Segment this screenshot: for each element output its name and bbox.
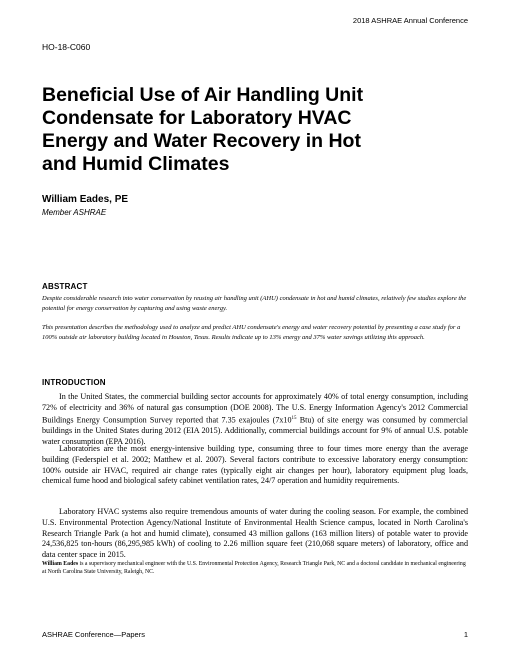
title-line: Condensate for Laboratory HVAC bbox=[42, 107, 352, 129]
intro-text: Btu) of site energy was consumed by commercial buildings in the United States during 2012 (EIA 2015). Additionally, commercial buildings account for 9% of annual U.S. potable water consumption (EPA 2016). bbox=[42, 415, 468, 446]
superscript: 15 bbox=[291, 415, 297, 421]
intro-paragraph: Laboratory HVAC systems also require tremendous amounts of water during the cooling season. For example, the combined U.S. Environmental Protection Agency/National Institute of Environmental Health Science campus, located in North Carolina's Research Triangle Park (a hot and humid climate), consumed 43 million gallons (163 million liters) of potable water to provide 24,536,825 ton-hours (86,295,985 kWh) of cooling to 2.26 million square feet (210,068 square meters) of laboratory, office and data center space in 2015. bbox=[42, 507, 468, 560]
intro-paragraph: Laboratories are the most energy-intensive building type, consuming three to four times more energy than the average building (Federspiel et al. 2002; Matthew et al. 2007). Several factors contribute to excessive laboratory energy consumption: 100% outside air HVAC, required air change rates (typically eight air changes per hour), laboratory equipment plug loads, chemical fume hood and biological safety cabinet ventilation rates, 24/7 operation and humidity requirements. bbox=[42, 444, 468, 486]
intro-text: In the United States, the commercial building sector accounts for approximately 40% of total energy consumption, including 72% of electricity and 36% of natural gas consumption (DOE 2008). The U.S. Energy Information Agency's 2012 Commercial Buildings Energy Consumption Survey reported that 7.35 exajoules (7x10 bbox=[42, 392, 468, 425]
title-line: and Humid Climates bbox=[42, 153, 230, 175]
abstract-paragraph: Despite considerable research into water conservation by reusing air handling unit (AHU) condensate in hot and humid climates, relatively few studies explore the potential for energy conservation by capturing and using waste energy. bbox=[42, 295, 467, 312]
footer-publication: ASHRAE Conference—Papers bbox=[42, 630, 145, 639]
conference-header: 2018 ASHRAE Annual Conference bbox=[352, 16, 468, 25]
abstract-heading: ABSTRACT bbox=[42, 282, 88, 291]
intro-paragraph bbox=[42, 392, 468, 448]
footnote-text: is a supervisory mechanical engineer with the U.S. Environmental Protection Agency, Research Triangle Park, NC and a doctoral candidate in mechanical engineering at North Carolina State University, Raleigh, NC. bbox=[42, 561, 466, 575]
page-number: 1 bbox=[463, 630, 468, 639]
footnote-author: William Eades bbox=[42, 561, 79, 567]
title-line: Energy and Water Recovery in Hot bbox=[42, 130, 361, 152]
author-affiliation: Member ASHRAE bbox=[42, 208, 107, 217]
abstract-paragraph: This presentation describes the methodology used to analyze and predict AHU condensate's energy and water recovery potential by presenting a case study for a 100% outside air laboratory building located in Houston, Texas. Results indicate up to 13% energy and 37% water savings utilizing this approach. bbox=[42, 324, 461, 341]
paper-title bbox=[42, 84, 482, 176]
author-name: William Eades, PE bbox=[42, 194, 129, 205]
author-footnote bbox=[42, 560, 468, 576]
introduction-heading: INTRODUCTION bbox=[42, 378, 106, 387]
paper-id: HO-18-C060 bbox=[42, 42, 91, 52]
title-line: Beneficial Use of Air Handling Unit bbox=[42, 84, 364, 106]
